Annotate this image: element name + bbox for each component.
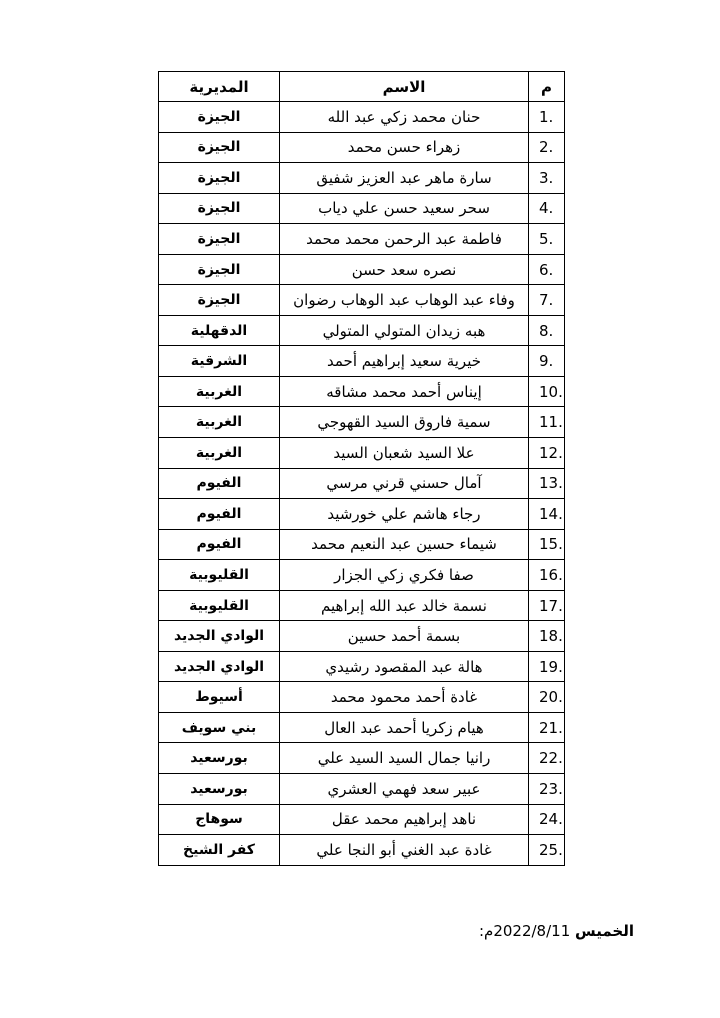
table-row bbox=[159, 102, 565, 133]
row-name: نصره سعد حسن bbox=[280, 254, 529, 285]
table-body bbox=[159, 102, 565, 866]
table-row bbox=[159, 804, 565, 835]
row-name: آمال حسني قرني مرسي bbox=[280, 468, 529, 499]
row-name: نسمة خالد عبد الله إبراهيم bbox=[280, 590, 529, 621]
row-directorate: الجيزة bbox=[159, 102, 280, 133]
row-name: سارة ماهر عبد العزيز شفيق bbox=[280, 163, 529, 194]
row-number: 14. bbox=[529, 499, 565, 530]
row-number: 21. bbox=[529, 712, 565, 743]
row-number: 23. bbox=[529, 774, 565, 805]
row-directorate: الجيزة bbox=[159, 254, 280, 285]
row-directorate: الشرقية bbox=[159, 346, 280, 377]
table-header-row bbox=[159, 72, 565, 102]
table-row bbox=[159, 376, 565, 407]
row-name: عبير سعد فهمي العشري bbox=[280, 774, 529, 805]
row-number: 22. bbox=[529, 743, 565, 774]
row-name: غادة أحمد محمود محمد bbox=[280, 682, 529, 713]
row-directorate: الدقهلية bbox=[159, 315, 280, 346]
row-name: فاطمة عبد الرحمن محمد محمد bbox=[280, 224, 529, 255]
row-number: 17. bbox=[529, 590, 565, 621]
row-directorate: الغربية bbox=[159, 407, 280, 438]
table-row bbox=[159, 285, 565, 316]
row-directorate: الجيزة bbox=[159, 224, 280, 255]
row-name: ناهد إبراهيم محمد عقل bbox=[280, 804, 529, 835]
row-name: سحر سعيد حسن علي دياب bbox=[280, 193, 529, 224]
row-directorate: الفيوم bbox=[159, 499, 280, 530]
row-name: خيرية سعيد إبراهيم أحمد bbox=[280, 346, 529, 377]
row-number: 16. bbox=[529, 560, 565, 591]
row-directorate: الجيزة bbox=[159, 193, 280, 224]
row-name: زهراء حسن محمد bbox=[280, 132, 529, 163]
table-row bbox=[159, 499, 565, 530]
row-name: شيماء حسين عبد النعيم محمد bbox=[280, 529, 529, 560]
row-name: صفا فكري زكي الجزار bbox=[280, 560, 529, 591]
row-number: 2. bbox=[529, 132, 565, 163]
row-name: حنان محمد زكي عبد الله bbox=[280, 102, 529, 133]
table-row bbox=[159, 743, 565, 774]
row-directorate: بني سويف bbox=[159, 712, 280, 743]
row-number: 20. bbox=[529, 682, 565, 713]
row-number: 25. bbox=[529, 835, 565, 866]
row-number: 9. bbox=[529, 346, 565, 377]
row-name: سمية فاروق السيد القهوجي bbox=[280, 407, 529, 438]
row-name: وفاء عبد الوهاب عبد الوهاب رضوان bbox=[280, 285, 529, 316]
row-directorate: الغربية bbox=[159, 438, 280, 469]
row-name: رجاء هاشم علي خورشيد bbox=[280, 499, 529, 530]
row-name: هالة عبد المقصود رشيدي bbox=[280, 651, 529, 682]
table-row bbox=[159, 774, 565, 805]
table-row bbox=[159, 835, 565, 866]
table-row bbox=[159, 132, 565, 163]
row-directorate: القليوبية bbox=[159, 560, 280, 591]
date-day: الخميس bbox=[575, 922, 634, 940]
row-directorate: الغربية bbox=[159, 376, 280, 407]
table-row bbox=[159, 651, 565, 682]
row-number: 24. bbox=[529, 804, 565, 835]
table-row bbox=[159, 682, 565, 713]
row-number: 4. bbox=[529, 193, 565, 224]
table-row bbox=[159, 163, 565, 194]
table-row bbox=[159, 712, 565, 743]
row-directorate: الجيزة bbox=[159, 285, 280, 316]
row-number: 11. bbox=[529, 407, 565, 438]
row-directorate: الجيزة bbox=[159, 132, 280, 163]
row-name: إيناس أحمد محمد مشاقه bbox=[280, 376, 529, 407]
row-number: 3. bbox=[529, 163, 565, 194]
row-name: غادة عبد الغني أبو النجا علي bbox=[280, 835, 529, 866]
row-number: 19. bbox=[529, 651, 565, 682]
row-directorate: الفيوم bbox=[159, 529, 280, 560]
date-line bbox=[479, 922, 634, 940]
table-row bbox=[159, 407, 565, 438]
row-number: 1. bbox=[529, 102, 565, 133]
row-number: 7. bbox=[529, 285, 565, 316]
row-number: 18. bbox=[529, 621, 565, 652]
row-directorate: الجيزة bbox=[159, 163, 280, 194]
table-row bbox=[159, 529, 565, 560]
row-number: 8. bbox=[529, 315, 565, 346]
row-name: هيام زكريا أحمد عبد العال bbox=[280, 712, 529, 743]
row-directorate: أسيوط bbox=[159, 682, 280, 713]
row-directorate: الوادي الجديد bbox=[159, 651, 280, 682]
table-row bbox=[159, 438, 565, 469]
table-row bbox=[159, 590, 565, 621]
row-directorate: الفيوم bbox=[159, 468, 280, 499]
date-value: 2022/8/11م: bbox=[478, 922, 571, 940]
row-name: علا السيد شعبان السيد bbox=[280, 438, 529, 469]
table-row bbox=[159, 560, 565, 591]
table-row bbox=[159, 315, 565, 346]
header-number: م bbox=[529, 72, 565, 102]
row-number: 15. bbox=[529, 529, 565, 560]
row-number: 10. bbox=[529, 376, 565, 407]
table-row bbox=[159, 224, 565, 255]
row-directorate: القليوبية bbox=[159, 590, 280, 621]
row-directorate: كفر الشيخ bbox=[159, 835, 280, 866]
row-name: بسمة أحمد حسين bbox=[280, 621, 529, 652]
row-name: رانيا جمال السيد السيد علي bbox=[280, 743, 529, 774]
row-name: هبه زيدان المتولي المتولي bbox=[280, 315, 529, 346]
row-directorate: بورسعيد bbox=[159, 743, 280, 774]
header-directorate: المديرية bbox=[159, 72, 280, 102]
row-number: 5. bbox=[529, 224, 565, 255]
row-number: 12. bbox=[529, 438, 565, 469]
table-row bbox=[159, 254, 565, 285]
table-row bbox=[159, 346, 565, 377]
header-name: الاسم bbox=[280, 72, 529, 102]
row-number: 13. bbox=[529, 468, 565, 499]
table-row bbox=[159, 193, 565, 224]
roster-table bbox=[158, 71, 565, 866]
row-number: 6. bbox=[529, 254, 565, 285]
table-row bbox=[159, 621, 565, 652]
row-directorate: سوهاج bbox=[159, 804, 280, 835]
row-directorate: الوادي الجديد bbox=[159, 621, 280, 652]
table-row bbox=[159, 468, 565, 499]
row-directorate: بورسعيد bbox=[159, 774, 280, 805]
